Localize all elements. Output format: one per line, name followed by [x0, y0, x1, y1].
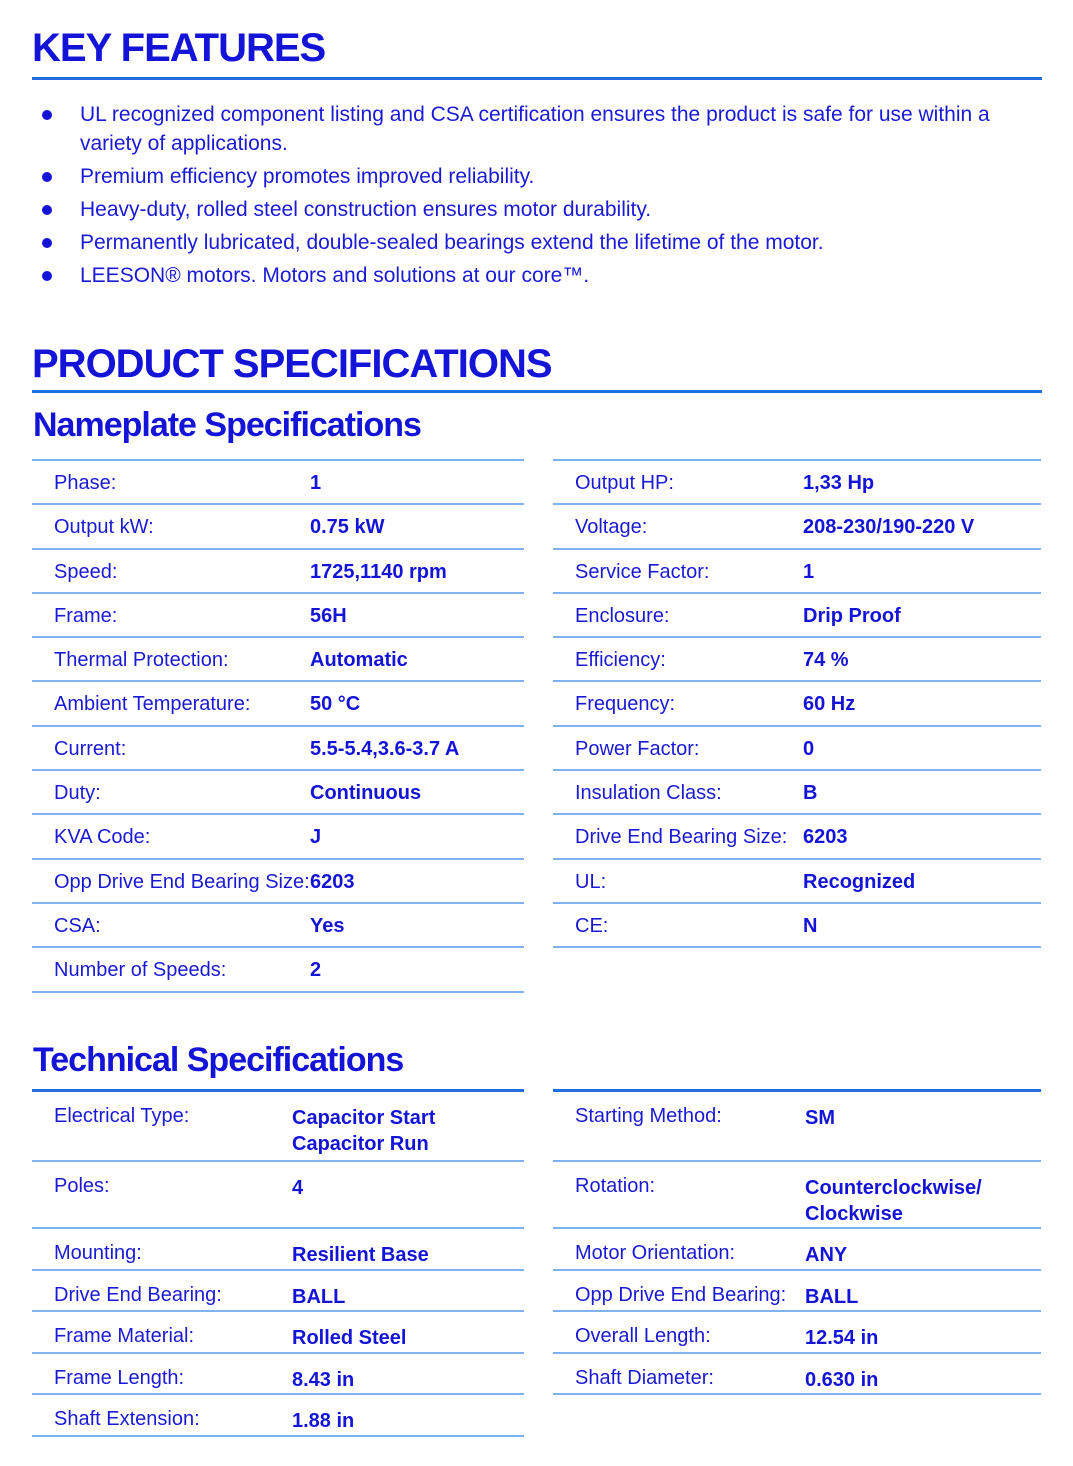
- spec-label: Mounting:: [54, 1242, 142, 1264]
- spec-value: 8.43 in: [292, 1368, 355, 1391]
- nameplate-title: Nameplate Specifications: [33, 406, 421, 444]
- spec-row: [32, 948, 524, 992]
- spec-row: [32, 550, 524, 594]
- spec-value: B: [803, 782, 818, 805]
- spec-row: [32, 1271, 524, 1313]
- spec-value: 56H: [310, 604, 347, 627]
- feature-list: [40, 100, 1040, 294]
- spec-value: 50 °C: [310, 693, 361, 716]
- spec-label: Output kW:: [54, 516, 154, 539]
- spec-value: 2: [310, 959, 322, 982]
- spec-value: 0: [803, 737, 815, 760]
- product-specs-title: PRODUCT SPECIFICATIONS: [32, 342, 552, 386]
- spec-label: Rotation:: [575, 1175, 656, 1197]
- bullet-icon: [42, 110, 52, 120]
- spec-label: Frame:: [54, 604, 118, 627]
- spec-row: [32, 638, 524, 682]
- spec-value: 0.75 kW: [310, 516, 385, 539]
- spec-value: 5.5-5.4,3.6-3.7 A: [310, 737, 460, 760]
- technical-right-table: [553, 1089, 1041, 1395]
- spec-row: [32, 771, 524, 815]
- spec-label: Motor Orientation:: [575, 1242, 736, 1264]
- spec-value: Recognized: [803, 870, 916, 893]
- spec-label: Shaft Diameter:: [575, 1366, 714, 1389]
- spec-label: Drive End Bearing:: [54, 1283, 222, 1306]
- bullet-icon: [42, 172, 52, 182]
- spec-row: [32, 860, 524, 904]
- spec-label: Number of Speeds:: [54, 959, 227, 982]
- spec-label: Shaft Extension:: [54, 1408, 200, 1430]
- spec-value: ANY: [805, 1244, 848, 1266]
- spec-value: 60 Hz: [803, 693, 856, 716]
- feature-item: [40, 195, 1040, 224]
- spec-row: [553, 727, 1041, 771]
- spec-row: [32, 1312, 524, 1354]
- spec-value: Counterclockwise/ Clockwise: [805, 1177, 982, 1225]
- spec-value: 0.630 in: [805, 1368, 879, 1391]
- feature-item: [40, 261, 1040, 290]
- spec-row: [32, 1354, 524, 1396]
- spec-label: Frame Length:: [54, 1366, 185, 1389]
- technical-title: Technical Specifications: [33, 1041, 404, 1079]
- spec-label: Electrical Type:: [54, 1105, 190, 1127]
- spec-label: Frame Material:: [54, 1325, 195, 1347]
- spec-value: 6203: [803, 826, 848, 849]
- spec-row: [553, 594, 1041, 638]
- spec-row: [553, 1092, 1041, 1162]
- feature-text: LEESON® motors. Motors and solutions at our core™.: [80, 264, 590, 287]
- spec-value: 1725,1140 rpm: [310, 560, 447, 583]
- spec-label: CE:: [575, 914, 609, 937]
- spec-row: [32, 1092, 524, 1162]
- spec-label: Output HP:: [575, 472, 674, 494]
- spec-label: KVA Code:: [54, 826, 151, 849]
- feature-text: UL recognized component listing and CSA certification ensures the product is safe for use within a variety of applications.: [80, 103, 990, 155]
- spec-row: [32, 1162, 524, 1229]
- spec-label: Opp Drive End Bearing:: [575, 1283, 787, 1306]
- spec-row: [553, 1162, 1041, 1229]
- spec-row: [553, 860, 1041, 904]
- feature-item: [40, 228, 1040, 257]
- spec-label: Insulation Class:: [575, 782, 722, 805]
- spec-label: CSA:: [54, 914, 101, 937]
- spec-value: 6203: [310, 870, 355, 893]
- feature-text: Premium efficiency promotes improved reliability.: [80, 165, 535, 188]
- spec-row: [553, 682, 1041, 726]
- spec-row: [553, 1312, 1041, 1354]
- spec-row: [32, 904, 524, 948]
- spec-row: [553, 815, 1041, 859]
- spec-value: Rolled Steel: [292, 1327, 407, 1349]
- spec-row: [32, 682, 524, 726]
- spec-value: 1,33 Hp: [803, 472, 875, 494]
- spec-row: [553, 904, 1041, 948]
- spec-row: [32, 505, 524, 549]
- spec-value: 4: [292, 1177, 304, 1199]
- spec-label: Opp Drive End Bearing Size:: [54, 870, 310, 893]
- spec-label: Frequency:: [575, 693, 676, 716]
- spec-label: Starting Method:: [575, 1105, 722, 1127]
- spec-label: Ambient Temperature:: [54, 693, 251, 716]
- spec-label: Poles:: [54, 1175, 110, 1197]
- spec-row: [553, 1229, 1041, 1271]
- spec-value: 12.54 in: [805, 1327, 879, 1349]
- spec-row: [553, 638, 1041, 682]
- spec-label: Overall Length:: [575, 1325, 711, 1347]
- spec-row: [32, 461, 524, 505]
- spec-value: Resilient Base: [292, 1244, 429, 1266]
- spec-value: 1: [310, 472, 322, 494]
- product-specs-rule: [32, 390, 1042, 393]
- spec-row: [553, 1271, 1041, 1313]
- feature-item: [40, 162, 1040, 191]
- spec-row: [553, 1354, 1041, 1396]
- feature-text: Permanently lubricated, double-sealed bearings extend the lifetime of the motor.: [80, 231, 824, 254]
- spec-value: N: [803, 914, 818, 937]
- spec-label: Current:: [54, 737, 127, 760]
- spec-value: BALL: [292, 1285, 346, 1308]
- spec-label: Service Factor:: [575, 560, 710, 583]
- spec-row: [32, 727, 524, 771]
- spec-value: 1.88 in: [292, 1410, 355, 1432]
- nameplate-right-table: [553, 459, 1041, 948]
- spec-value: SM: [805, 1107, 835, 1129]
- bullet-icon: [42, 238, 52, 248]
- spec-value: Yes: [310, 914, 345, 937]
- spec-label: Thermal Protection:: [54, 649, 229, 672]
- nameplate-left-table: [32, 459, 524, 993]
- spec-label: Speed:: [54, 560, 118, 583]
- key-features-title: KEY FEATURES: [32, 26, 326, 70]
- spec-row: [553, 505, 1041, 549]
- spec-label: Drive End Bearing Size:: [575, 826, 788, 849]
- spec-value: J: [310, 826, 322, 849]
- spec-value: Automatic: [310, 649, 408, 672]
- feature-text: Heavy-duty, rolled steel construction ensures motor durability.: [80, 198, 652, 221]
- technical-left-table: [32, 1089, 524, 1437]
- spec-row: [32, 1229, 524, 1271]
- bullet-icon: [42, 271, 52, 281]
- spec-label: Efficiency:: [575, 649, 666, 672]
- spec-label: Enclosure:: [575, 604, 670, 627]
- spec-value: Capacitor Start Capacitor Run: [292, 1107, 436, 1155]
- spec-row: [32, 1395, 524, 1437]
- spec-value: Continuous: [310, 782, 422, 805]
- spec-value: 74 %: [803, 649, 849, 672]
- spec-label: Phase:: [54, 472, 117, 494]
- spec-label: Voltage:: [575, 516, 648, 539]
- spec-row: [32, 594, 524, 638]
- key-features-rule: [32, 77, 1042, 80]
- spec-row: [553, 461, 1041, 505]
- spec-row: [553, 550, 1041, 594]
- spec-row: [32, 815, 524, 859]
- spec-label: UL:: [575, 870, 607, 893]
- spec-label: Power Factor:: [575, 737, 700, 760]
- spec-value: 208-230/190-220 V: [803, 516, 975, 539]
- spec-label: Duty:: [54, 782, 101, 805]
- feature-item: [40, 100, 1040, 158]
- bullet-icon: [42, 205, 52, 215]
- spec-value: BALL: [805, 1285, 859, 1308]
- spec-value: Drip Proof: [803, 604, 901, 627]
- spec-value: 1: [803, 560, 815, 583]
- spec-row: [553, 771, 1041, 815]
